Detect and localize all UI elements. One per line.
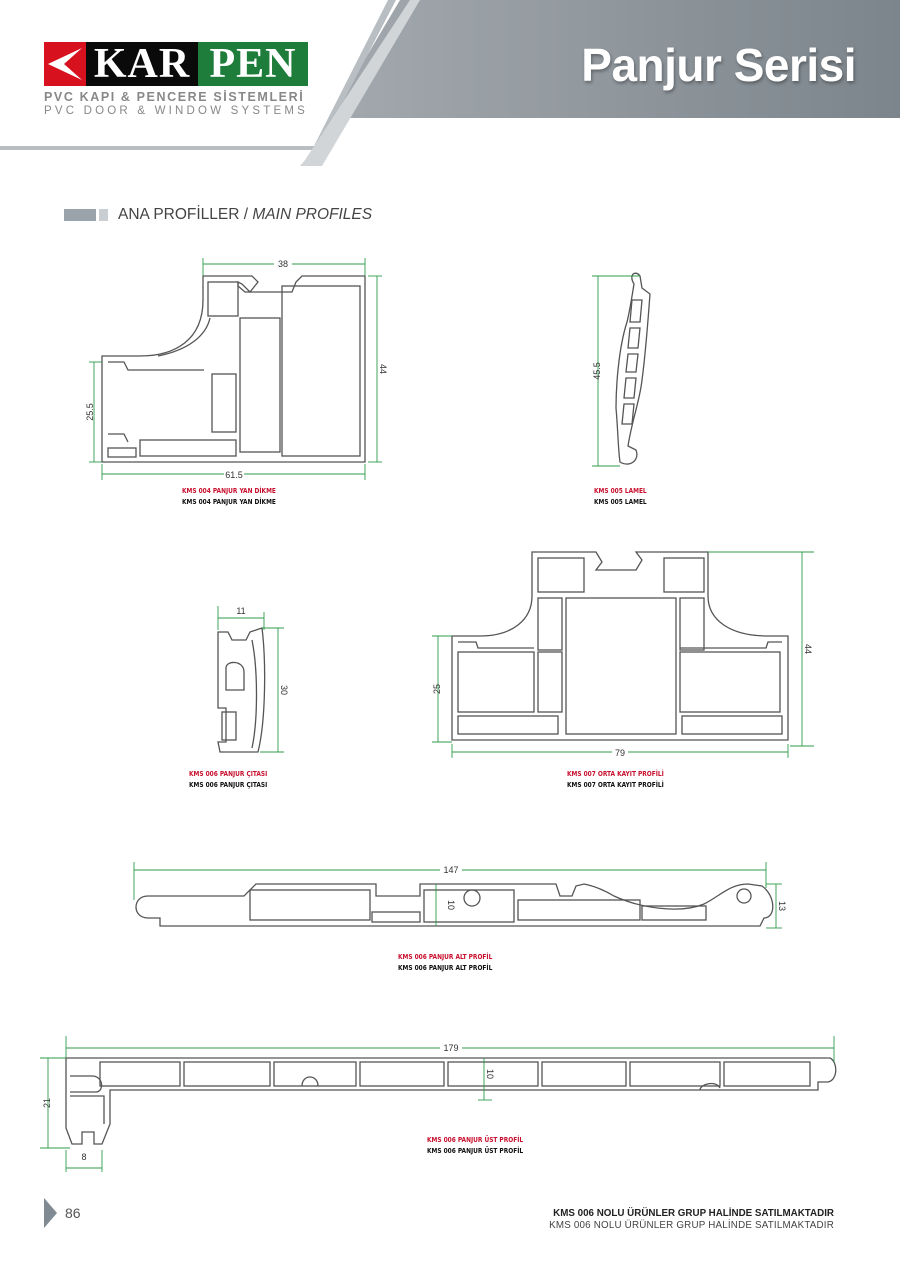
profile-kms006-ust-drawing [66, 1058, 836, 1144]
dim-kms006-ust-height: 21 [42, 1097, 52, 1109]
dim-kms007-inner-height: 25 [432, 683, 442, 695]
dim-kms006-alt-inner: 10 [446, 899, 456, 911]
dim-kms004-height: 44 [378, 363, 388, 375]
dim-kms006-alt-height: 13 [777, 900, 787, 912]
logo-pen: PEN [198, 42, 308, 86]
dim-kms006-ust-inner: 10 [485, 1068, 495, 1080]
dim-kms004-inner-height: 25.5 [85, 403, 95, 421]
logo-kar: KAR [86, 42, 198, 86]
caption-kms004 [182, 485, 276, 507]
caption-kms006-alt [398, 951, 492, 973]
profile-kms006-cita-drawing [218, 628, 265, 752]
dim-kms004-total-width: 61.5 [225, 470, 243, 480]
dim-kms006-cita-height: 30 [279, 684, 289, 696]
footer-note [549, 1208, 834, 1232]
dim-kms006-alt-width: 147 [443, 865, 459, 875]
caption-black: KMS 006 PANJUR ÜST PROFİL [427, 1146, 524, 1155]
section-separator: / [239, 206, 253, 223]
dim-kms004-width: 38 [277, 259, 289, 269]
caption-red: KMS 006 PANJUR ÜST PROFİL [427, 1135, 524, 1144]
caption-kms007 [567, 768, 664, 790]
series-title: Panjur Serisi [581, 39, 856, 91]
dim-kms007-width: 79 [614, 748, 626, 758]
caption-red: KMS 005 LAMEL [594, 486, 647, 495]
section-title-tr: ANA PROFİLLER [118, 206, 240, 223]
footer-note-regular: KMS 006 NOLU ÜRÜNLER GRUP HALİNDE SATILMAKTADIR [549, 1220, 834, 1231]
page-number-block [44, 1198, 81, 1228]
caption-red: KMS 006 PANJUR ALT PROFİL [398, 952, 493, 961]
caption-kms005 [594, 485, 647, 507]
caption-black: KMS 005 LAMEL [594, 497, 647, 506]
profile-kms007-drawing [452, 552, 788, 740]
footer-note-bold: KMS 006 NOLU ÜRÜNLER GRUP HALİNDE SATILMAKTADIR [553, 1208, 834, 1219]
page-marker-icon [44, 1198, 57, 1228]
profile-kms004-drawing [102, 276, 365, 462]
dim-kms006-ust-width: 179 [443, 1043, 459, 1053]
caption-black: KMS 007 ORTA KAYIT PROFİLİ [567, 780, 664, 789]
caption-kms006-cita [189, 768, 267, 790]
logo-tagline-tr: PVC KAPI & PENCERE SİSTEMLERİ [44, 90, 305, 104]
logo-tagline-en: PVC DOOR & WINDOW SYSTEMS [44, 105, 309, 117]
dim-kms006-cita-width: 11 [236, 606, 246, 616]
caption-red: KMS 007 ORTA KAYIT PROFİLİ [567, 769, 664, 778]
profile-kms005-drawing [616, 273, 650, 464]
caption-black: KMS 006 PANJUR ALT PROFİL [398, 963, 493, 972]
section-title-en: MAIN PROFILES [252, 206, 373, 223]
caption-red: KMS 006 PANJUR ÇITASI [189, 769, 268, 778]
dim-kms006-ust-leg: 8 [81, 1152, 87, 1162]
caption-red: KMS 004 PANJUR YAN DİKME [182, 486, 276, 495]
page-number: 86 [65, 1205, 81, 1221]
dim-kms007-height: 44 [803, 643, 813, 655]
caption-kms006-ust [427, 1134, 523, 1156]
caption-black: KMS 004 PANJUR YAN DİKME [182, 497, 276, 506]
caption-black: KMS 006 PANJUR ÇITASI [189, 780, 268, 789]
dim-kms005-height: 45.5 [592, 362, 602, 380]
